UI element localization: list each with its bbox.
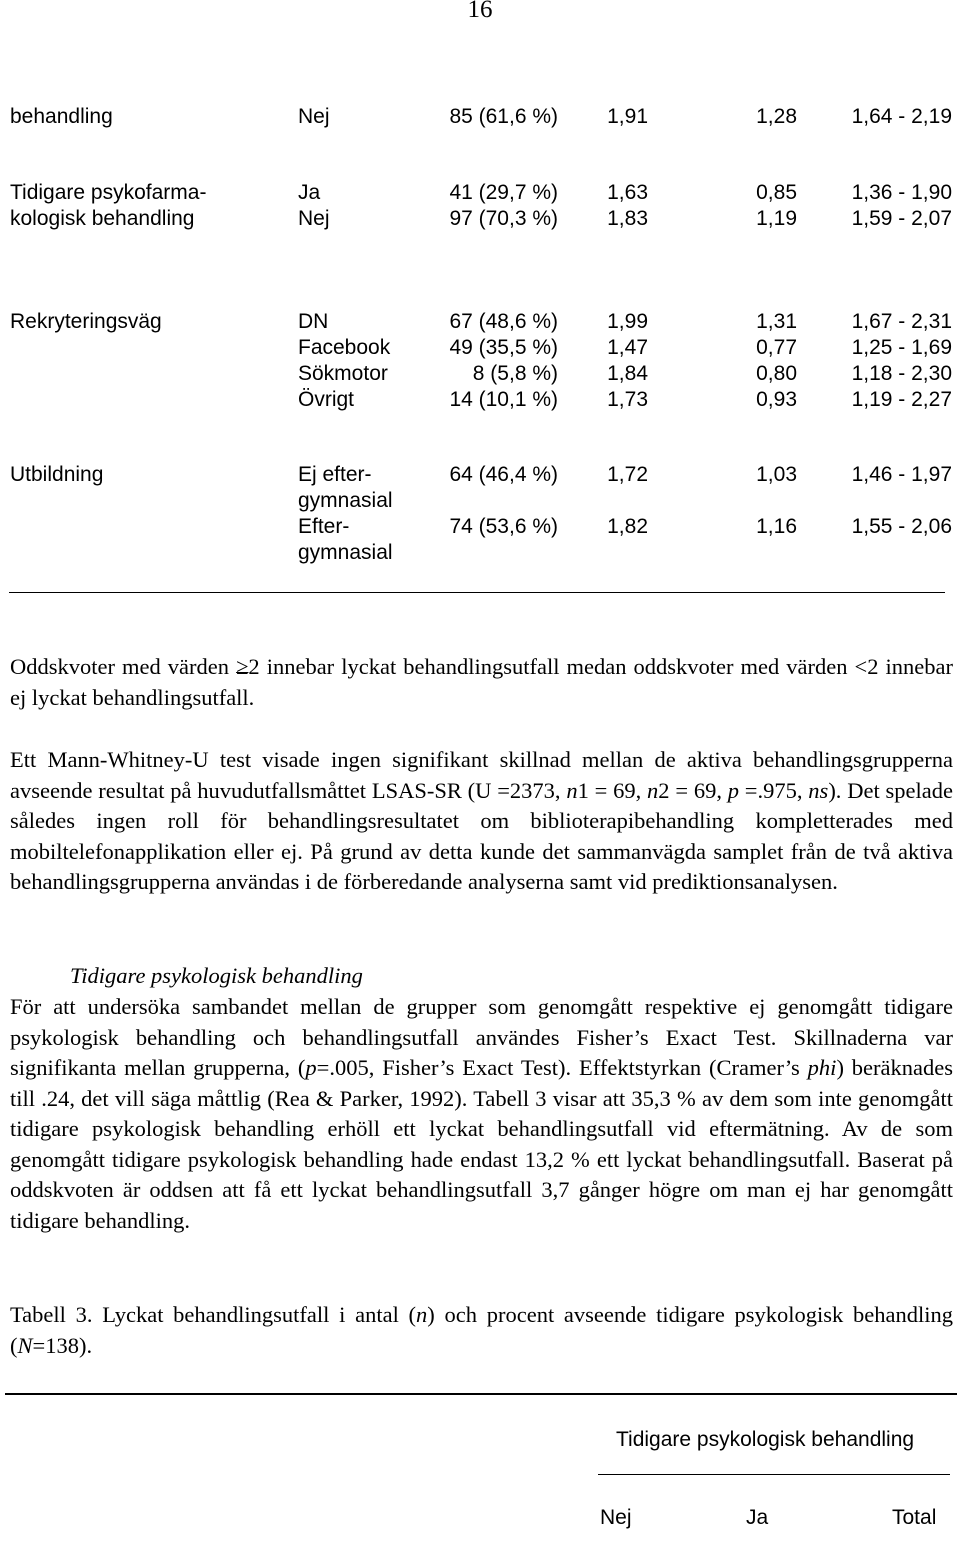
row-mean: 1,47: [607, 336, 648, 359]
row-ci: 1,18 - 2,30: [851, 362, 952, 385]
row-ci: 1,64 - 2,19: [851, 105, 952, 128]
row-sd: 1,03: [756, 463, 797, 486]
table-row: [0, 309, 960, 335]
table-row: [0, 514, 960, 540]
row-mean: 1,73: [607, 388, 648, 411]
row-sd: 1,28: [756, 105, 797, 128]
row-mean: 1,91: [607, 105, 648, 128]
table-bottom-rule: [9, 592, 945, 593]
row-category: Övrigt: [298, 388, 355, 411]
row-label: Utbildning: [10, 463, 104, 486]
table-row: [0, 104, 960, 130]
row-category: Efter-: [298, 515, 350, 538]
table-caption: Tabell 3. Lyckat behandlingsutfall i antal (n) och procent avseende tidigare psykologisk behandling (N=138).: [10, 1302, 954, 1358]
row-mean: 1,63: [607, 181, 648, 204]
paragraph-fisher: För att undersöka sambandet mellan de grupper som genomgått respektive ej genomgått tidigare psykologisk behandling och behandlingsutfall användes Fisher’s Exact Test. Skillnaderna var signifikanta mellan grupperna, (p=.005, Fisher’s Exact Test). Effektstyrkan (Cramer’s phi) beräknades till .24, det vill säga måttlig (Rea & Parker, 1992). Tabell 3 visar att 35,3 % av dem som inte genomgått tidigare psykologisk behandling erhöll ett lyckat behandlingsutfall vid eftermätning. Av de som genomgått tidigare psykologisk behandling hade endast 13,2 % ett lyckat behandlingsutfall. Baserat på oddskvoten är oddsen att få ett lyckat behandlingsutfall 3,7 gånger högre om man ej har genomgått tidigare behandling.: [10, 994, 954, 1233]
table-note: Oddskvoter med värden ≥2 innebar lyckat behandlingsutfall medan oddskvoter med värden <2 innebar ej lyckat behandlingsutfall.: [10, 654, 953, 710]
table3-column-ja: Ja: [746, 1506, 769, 1529]
table-row: [0, 488, 960, 514]
page-number: 16: [467, 0, 493, 23]
paragraph-mann-whitney: Ett Mann-Whitney-U test visade ingen signifikant skillnad mellan de aktiva behandlingsgrupperna avseende resultat på huvudutfallsmåttet LSAS-SR (U =2373, n1 = 69, n2 = 69, p =.975, ns). Det spelade således ingen roll för behandlingsresultatet om biblioterapibehandling kompletterades med mobiltelefonapplikation eller ej. På grund av detta kunde det sammanvägda samplet från de två aktiva behandlingsgrupperna användas i de förberedande analyserna samt vid prediktionsanalysen.: [10, 747, 953, 894]
row-n: 67 (48,6 %): [449, 310, 558, 333]
row-n: 85 (61,6 %): [449, 105, 558, 128]
row-label: Tidigare psykofarma-: [10, 181, 207, 204]
table-row: [0, 462, 960, 488]
row-label: Rekryteringsväg: [10, 310, 162, 333]
row-category: Ja: [298, 181, 321, 204]
table3-top-rule: [5, 1393, 957, 1395]
table3-column-nej: Nej: [600, 1506, 632, 1529]
row-n: 49 (35,5 %): [449, 336, 558, 359]
row-ci: 1,67 - 2,31: [851, 310, 952, 333]
row-sd: 0,93: [756, 388, 797, 411]
row-n: 74 (53,6 %): [449, 515, 558, 538]
row-category: Sökmotor: [298, 362, 388, 385]
table-row: [0, 335, 960, 361]
row-label: kologisk behandling: [10, 207, 195, 230]
row-ci: 1,55 - 2,06: [851, 515, 952, 538]
row-ci: 1,25 - 1,69: [851, 336, 952, 359]
row-ci: 1,36 - 1,90: [851, 181, 952, 204]
row-sd: 1,16: [756, 515, 797, 538]
row-sd: 0,77: [756, 336, 797, 359]
row-n: 8 (5,8 %): [472, 362, 558, 385]
row-mean: 1,84: [607, 362, 648, 385]
row-label: behandling: [10, 105, 113, 128]
row-category: gymnasial: [298, 489, 393, 512]
row-category: Ej efter-: [298, 463, 372, 486]
table3-group-header: Tidigare psykologisk behandling: [616, 1428, 915, 1451]
row-category: Nej: [298, 207, 330, 230]
row-n: 14 (10,1 %): [449, 388, 558, 411]
row-category: Nej: [298, 105, 330, 128]
row-sd: 1,31: [756, 310, 797, 333]
row-sd: 0,80: [756, 362, 797, 385]
row-mean: 1,72: [607, 463, 648, 486]
table-row: [0, 387, 960, 413]
row-n: 64 (46,4 %): [449, 463, 558, 486]
row-mean: 1,99: [607, 310, 648, 333]
row-category: DN: [298, 310, 329, 333]
row-ci: 1,59 - 2,07: [851, 207, 952, 230]
table3-group-rule: [598, 1474, 950, 1475]
table-row: [0, 361, 960, 387]
table-row: [0, 180, 960, 206]
row-ci: 1,19 - 2,27: [851, 388, 952, 411]
row-category: Facebook: [298, 336, 391, 359]
table3-column-total: Total: [892, 1506, 937, 1529]
row-mean: 1,83: [607, 207, 648, 230]
row-sd: 0,85: [756, 181, 797, 204]
table-row: [0, 206, 960, 232]
table-row: [0, 540, 960, 566]
row-n: 97 (70,3 %): [449, 207, 558, 230]
section-subheading: Tidigare psykologisk behandling: [70, 963, 363, 988]
row-n: 41 (29,7 %): [449, 181, 558, 204]
row-sd: 1,19: [756, 207, 797, 230]
row-mean: 1,82: [607, 515, 648, 538]
row-category: gymnasial: [298, 541, 393, 564]
row-ci: 1,46 - 1,97: [851, 463, 952, 486]
